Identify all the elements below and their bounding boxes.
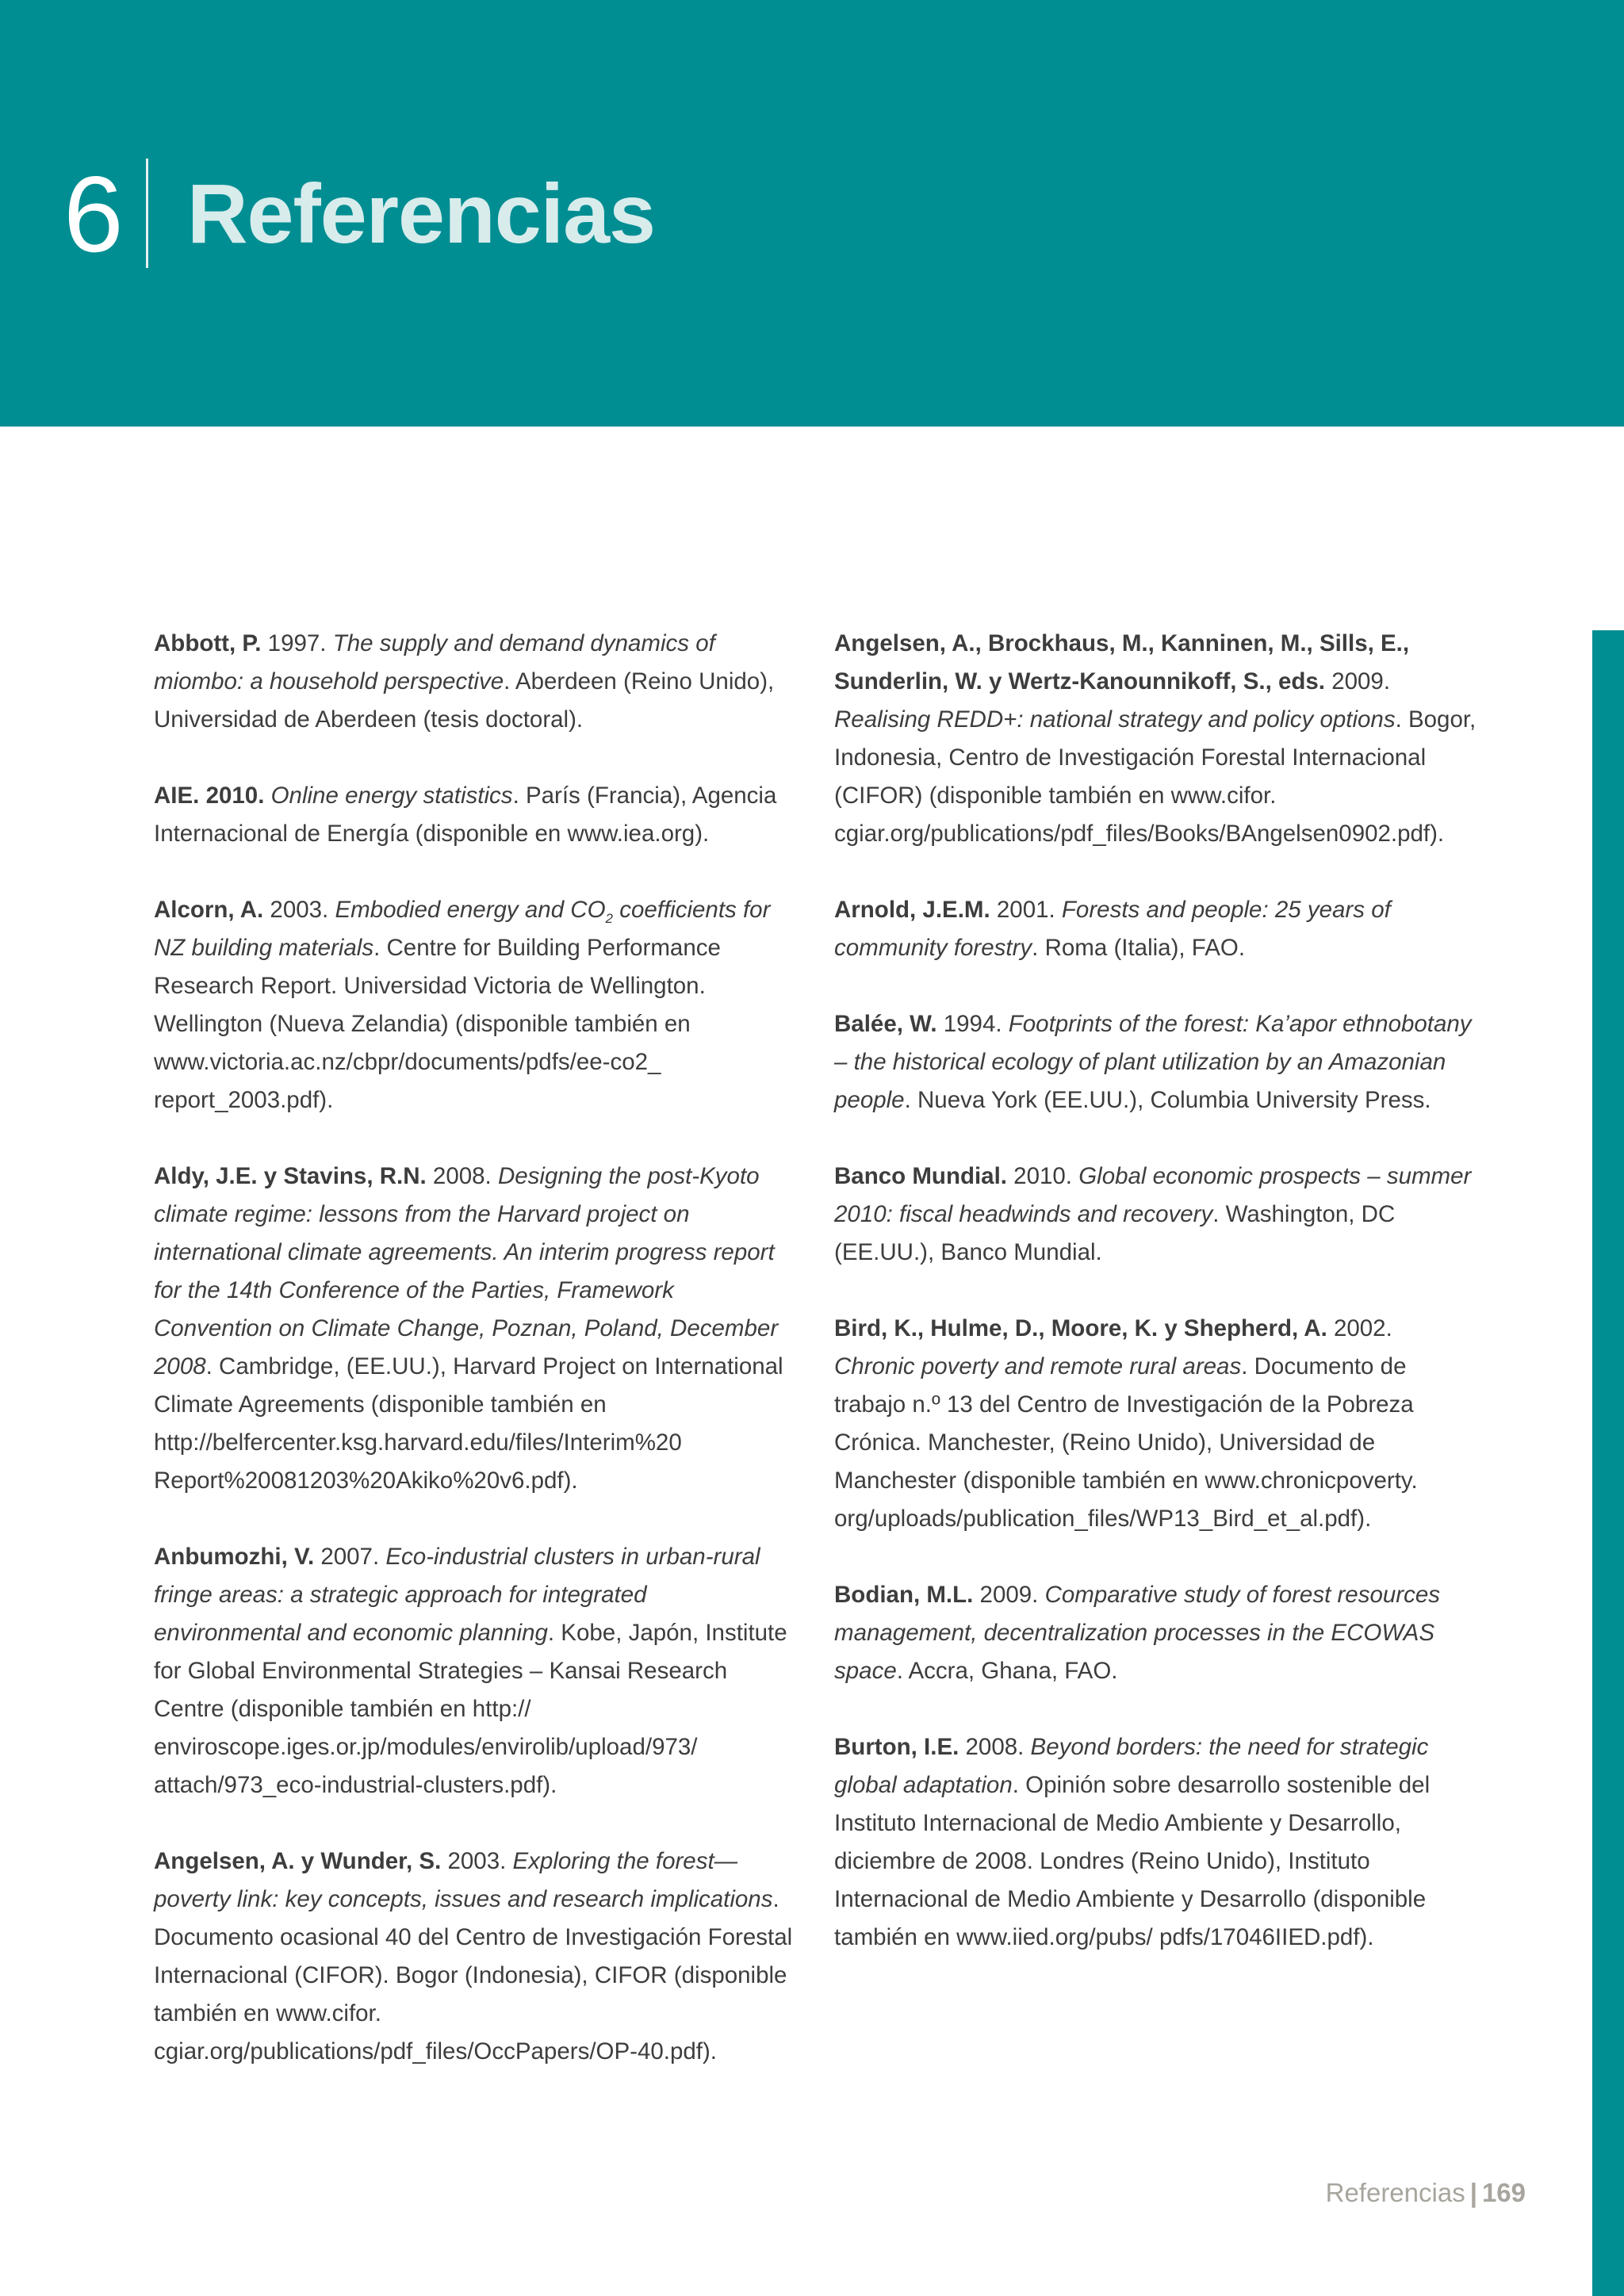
reference-author: Abbott, P.: [154, 630, 262, 656]
reference-title: Global economic prospects – summer 2010: fiscal headwinds and recovery: [834, 1163, 1472, 1227]
chapter-number: 6: [63, 154, 124, 274]
reference-entry: [834, 1728, 1477, 1957]
reference-year: 2001.: [990, 897, 1062, 923]
reference-details: . Centre for Building Performance Research Report. Universidad Victoria de Wellington. Wellington (Nueva Zelandia) (disponible también en www.victoria.ac.nz/cbpr/documents/pdfs/ee-co2_ report_2003.pdf).: [154, 935, 721, 1113]
reference-details: . Opinión sobre desarrollo sostenible del Instituto Internacional de Medio Ambiente y Desarrollo, diciembre de 2008. Londres (Reino Unido), Instituto Internacional de Medio Ambiente y Desarrollo (disponible también en www.iied.org/pubs/ pdfs/17046IIED.pdf).: [834, 1772, 1431, 1950]
reference-details: . Nueva York (EE.UU.), Columbia University Press.: [904, 1087, 1431, 1113]
footer-separator: |: [1469, 2178, 1477, 2207]
reference-entry: [834, 1310, 1477, 1538]
reference-title: The supply and demand dynamics of miombo: a household perspective: [154, 630, 715, 695]
reference-title-subscript: 2: [605, 910, 614, 926]
reference-title: Footprints of the forest: Ka’apor ethnobotany – the historical ecology of plant utilization by an Amazonian people: [834, 1011, 1472, 1113]
footer-section-label: Referencias: [1325, 2178, 1465, 2207]
reference-year: 2003.: [441, 1848, 513, 1874]
reference-entry: [834, 1158, 1477, 1272]
reference-title: Embodied energy and CO: [335, 897, 606, 923]
reference-details: . Roma (Italia), FAO.: [1032, 935, 1246, 961]
reference-title: Forests and people: 25 years of community forestry: [834, 897, 1391, 961]
reference-details: . Accra, Ghana, FAO.: [896, 1658, 1118, 1684]
reference-author: Angelsen, A. y Wunder, S.: [154, 1848, 442, 1874]
chapter-divider: [146, 159, 148, 268]
reference-title: Eco-industrial clusters in urban-rural fringe areas: a strategic approach for integrated environmental and economic planning: [154, 1544, 760, 1646]
reference-entry: [834, 1005, 1477, 1119]
reference-author: Banco Mundial.: [834, 1163, 1007, 1189]
reference-details: . Documento ocasional 40 del Centro de Investigación Forestal Internacional (CIFOR). Bogor (Indonesia), CIFOR (disponible también en www.cifor. cgiar.org/publications/pdf_files/OccPapers/OP-40.pdf).: [154, 1886, 793, 2064]
reference-author: Bodian, M.L.: [834, 1582, 974, 1608]
reference-year: [264, 783, 270, 809]
reference-entry: [154, 625, 796, 739]
reference-details: . Kobe, Japón, Institute for Global Environmental Strategies – Kansai Research Centre (disponible también en http:// enviroscope.iges.or.jp/modules/envirolib/upload/973/ attach/973_eco-industrial-clusters.pdf).: [154, 1620, 787, 1798]
reference-author: Balée, W.: [834, 1011, 937, 1037]
reference-entry: [834, 1576, 1477, 1690]
page-number: 169: [1481, 2178, 1526, 2207]
page-footer: [1326, 2177, 1526, 2209]
reference-entry: [154, 1843, 796, 2071]
references-column-right: [834, 625, 1477, 1995]
references-column-left: [154, 625, 796, 2109]
reference-details: . Bogor, Indonesia, Centro de Investigación Forestal Internacional (CIFOR) (disponible también en www.cifor. cgiar.org/publications/pdf_files/Books/BAngelsen0902.pdf).: [834, 706, 1477, 847]
reference-details: . París (Francia), Agencia Internacional de Energía (disponible en www.iea.org).: [154, 783, 777, 847]
reference-details: . Documento de trabajo n.º 13 del Centro de Investigación de la Pobreza Crónica. Manchester, (Reino Unido), Universidad de Manchester (disponible también en www.chronicpoverty. org/uploads/publication_files/WP13_Bird_et_al.pdf).: [834, 1353, 1418, 1532]
reference-entry: [834, 625, 1477, 853]
reference-year: 2007.: [314, 1544, 386, 1570]
reference-title-cont: coefficients for NZ building materials: [154, 897, 771, 961]
page-title: Referencias: [187, 167, 656, 261]
reference-details: . Cambridge, (EE.UU.), Harvard Project on International Climate Agreements (disponible también en http://belfercenter.ksg.harvard.edu/files/Interim%20 Report%20081203%20Akiko%20v6.pdf).: [154, 1353, 783, 1494]
reference-entry: [154, 777, 796, 853]
reference-year: 2009.: [973, 1582, 1045, 1608]
reference-author: Arnold, J.E.M.: [834, 897, 990, 923]
reference-title: Designing the post-Kyoto climate regime: lessons from the Harvard project on international climate agreements. An interim progress report for the 14th Conference of the Parties, Framework Convention on Climate Change, Poznan, Poland, December 2008: [154, 1163, 779, 1380]
reference-author: Angelsen, A., Brockhaus, M., Kanninen, M., Sills, E., Sunderlin, W. y Wertz-Kanounnikoff, S., eds.: [834, 630, 1410, 695]
reference-year: 2003.: [263, 897, 335, 923]
reference-title: Online energy statistics: [270, 783, 513, 809]
reference-title: Comparative study of forest resources management, decentralization processes in the ECOWAS space: [834, 1582, 1440, 1684]
reference-entry: [834, 891, 1477, 967]
reference-entry: [154, 1538, 796, 1804]
reference-year: 2010.: [1006, 1163, 1079, 1189]
reference-title: Chronic poverty and remote rural areas: [834, 1353, 1242, 1380]
reference-author: Bird, K., Hulme, D., Moore, K. y Shepherd, A.: [834, 1315, 1327, 1341]
reference-year: 2008.: [959, 1734, 1031, 1760]
reference-title: Exploring the forest—poverty link: key concepts, issues and research implications: [154, 1848, 773, 1912]
reference-author: Aldy, J.E. y Stavins, R.N.: [154, 1163, 427, 1189]
reference-author: Alcorn, A.: [154, 897, 264, 923]
reference-title: Beyond borders: the need for strategic global adaptation: [834, 1734, 1429, 1798]
reference-year: 1997.: [261, 630, 333, 656]
reference-year: 2008.: [426, 1163, 498, 1189]
reference-year: 2009.: [1325, 668, 1391, 695]
reference-author: Anbumozhi, V.: [154, 1544, 315, 1570]
reference-entry: [154, 891, 796, 1119]
reference-author: Burton, I.E.: [834, 1734, 959, 1760]
chapter-header-band: [0, 0, 1624, 427]
reference-author: AIE. 2010.: [154, 783, 265, 809]
reference-details: . Washington, DC (EE.UU.), Banco Mundial.: [834, 1201, 1396, 1265]
reference-entry: [154, 1158, 796, 1500]
reference-year: 2002.: [1327, 1315, 1392, 1341]
reference-year: 1994.: [936, 1011, 1009, 1037]
reference-title: Realising REDD+: national strategy and policy options: [834, 706, 1396, 733]
side-accent-bar: [1592, 630, 1624, 2296]
reference-details: . Aberdeen (Reino Unido), Universidad de Aberdeen (tesis doctoral).: [154, 668, 775, 733]
